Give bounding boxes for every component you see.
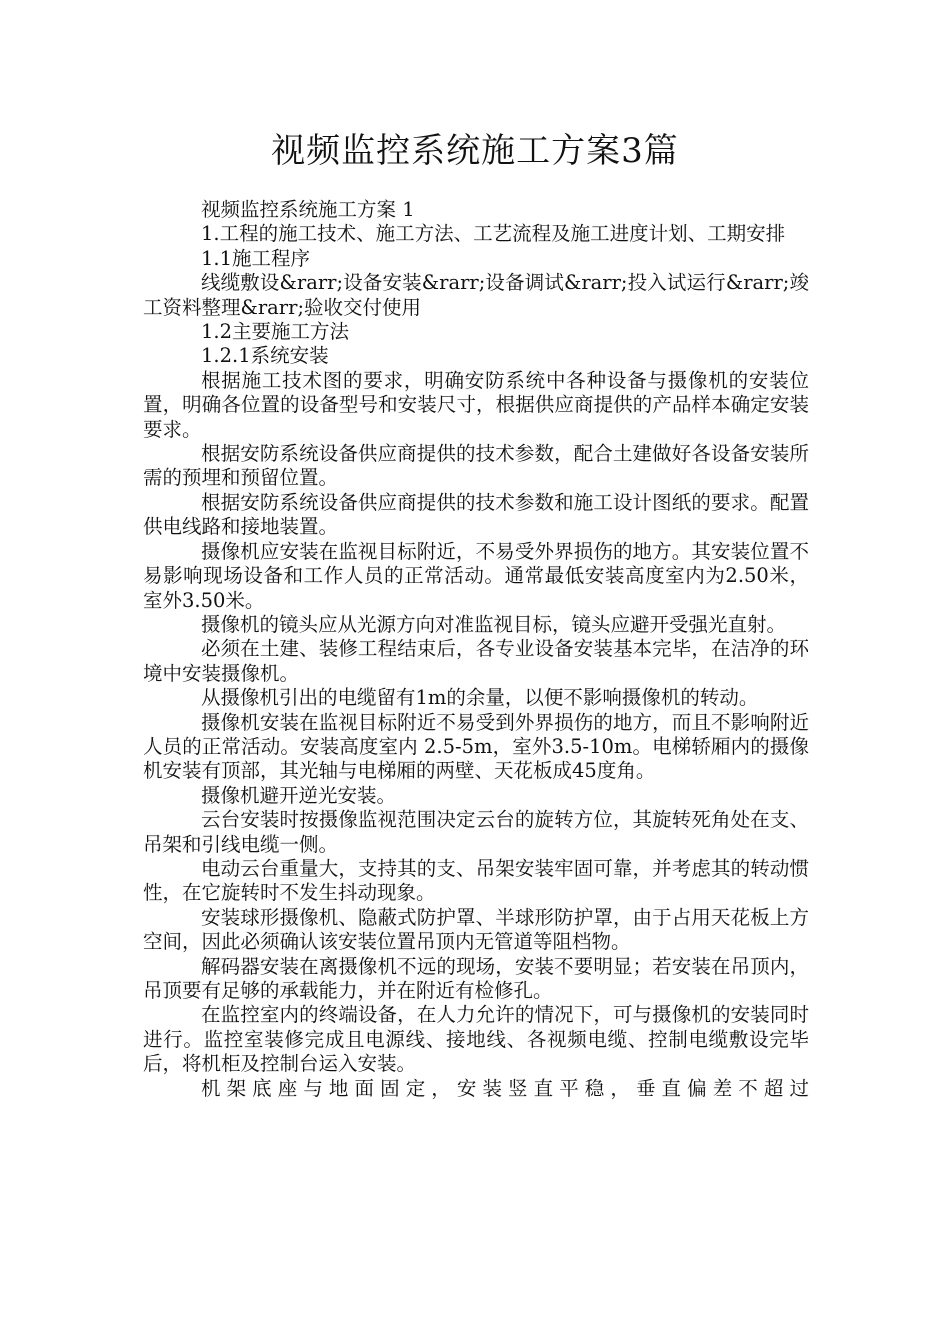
- paragraph: 摄像机应安装在监视目标附近，不易受外界损伤的地方。其安装位置不易影响现场设备和工作人员的正常活动。通常最低安装高度室内为2.50米，室外3.50米。: [143, 539, 809, 612]
- paragraph: 在监控室内的终端设备，在人力允许的情况下，可与摄像机的安装同时进行。监控室装修完成且电源线、接地线、各视频电缆、控制电缆敷设完毕后，将机柜及控制台运入安装。: [143, 1003, 809, 1076]
- paragraph: 根据安防系统设备供应商提供的技术参数和施工设计图纸的要求。配置供电线路和接地装置。: [143, 490, 809, 539]
- paragraph: 根据安防系统设备供应商提供的技术参数，配合土建做好各设备安装所需的预埋和预留位置。: [143, 442, 809, 490]
- paragraph: 摄像机的镜头应从光源方向对准监视目标，镜头应避开受强光直射。: [201, 612, 787, 636]
- paragraph: 解码器安装在离摄像机不远的现场，安装不要明显；若安装在吊顶内，吊顶要有足够的承载能力，并在附近有检修孔。: [143, 954, 809, 1002]
- paragraph: 摄像机安装在监视目标附近不易受到外界损伤的地方，而且不影响附近人员的正常活动。安装高度室内 2.5-5m，室外3.5-10m。电梯轿厢内的摄像机安装有顶部，其光轴与电梯厢的两壁、天花板成45度角。: [143, 710, 809, 783]
- paragraph: 必须在土建、装修工程结束后，各专业设备安装基本完毕，在洁净的环境中安装摄像机。: [143, 637, 809, 685]
- paragraph-procedure-flow: 线缆敷设&rarr;设备安装&rarr;设备调试&rarr;投入试运行&rarr;竣工资料整理&rarr;验收交付使用: [143, 271, 809, 319]
- paragraph: 摄像机避开逆光安装。: [201, 783, 397, 807]
- paragraph: 从摄像机引出的电缆留有1m的余量，以便不影响摄像机的转动。: [201, 686, 759, 710]
- paragraph: 云台安装时按摄像监视范围决定云台的旋转方位，其旋转死角处在支、吊架和引线电缆一侧。: [143, 808, 809, 856]
- heading-system-install: 1.2.1系统安装: [201, 344, 329, 368]
- heading-construction-plan: 1.工程的施工技术、施工方法、工艺流程及施工进度计划、工期安排: [201, 222, 786, 246]
- paragraph: 根据施工技术图的要求，明确安防系统中各种设备与摄像机的安装位置，明确各位置的设备型号和安装尺寸，根据供应商提供的产品样本确定安装要求。: [143, 368, 809, 441]
- heading-procedure: 1.1施工程序: [201, 246, 311, 270]
- section-heading: 视频监控系统施工方案 1: [201, 198, 415, 221]
- paragraph-truncated: 机架底座与地面固定，安装竖直平稳，垂直偏差不超过: [201, 1076, 809, 1100]
- document-body: [143, 198, 809, 1101]
- heading-main-methods: 1.2主要施工方法: [201, 320, 350, 344]
- paragraph: 电动云台重量大，支持其的支、吊架安装牢固可靠，并考虑其的转动惯性，在它旋转时不发生抖动现象。: [143, 856, 809, 905]
- paragraph: 安装球形摄像机、隐蔽式防护罩、半球形防护罩，由于占用天花板上方空间，因此必须确认该安装位置吊顶内无管道等阻档物。: [143, 905, 809, 954]
- document-title: 视频监控系统施工方案3篇: [271, 131, 679, 171]
